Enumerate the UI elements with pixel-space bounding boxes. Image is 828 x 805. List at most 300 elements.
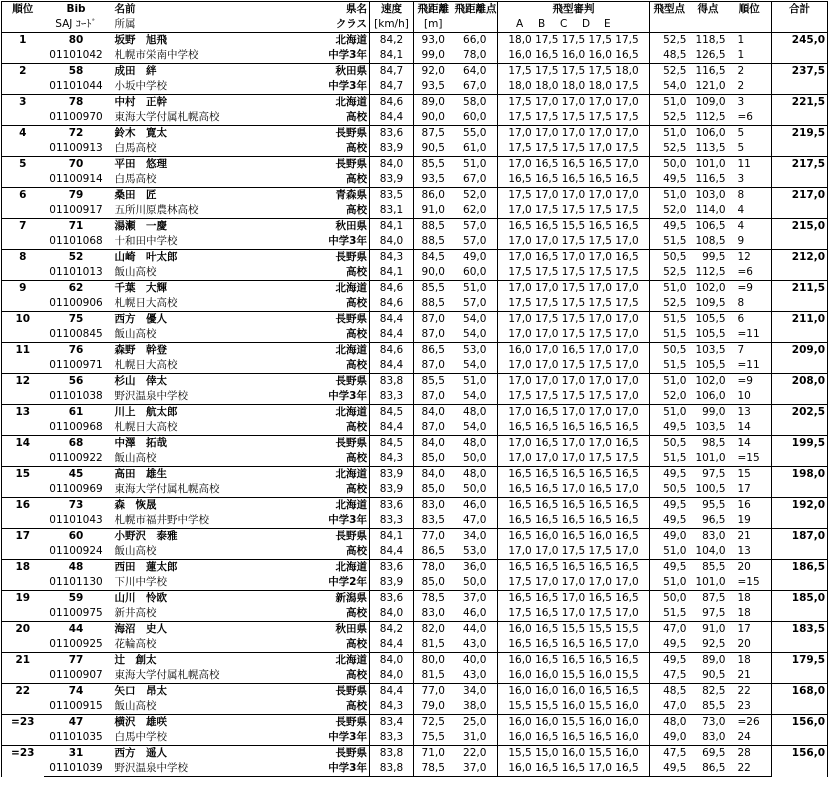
- table-row: [2, 730, 828, 746]
- athlete-name: [109, 529, 370, 545]
- judge-score: 17,0: [561, 483, 586, 495]
- round-rank: 1: [728, 48, 772, 64]
- table-row: [2, 746, 828, 762]
- judge-score: 17,5: [535, 390, 559, 402]
- style-points: 47,0: [650, 699, 689, 715]
- judge-score: 16,5: [508, 468, 532, 480]
- judge-score: 16,5: [535, 762, 559, 774]
- saj-code: 01100907: [44, 668, 109, 684]
- affiliation: 飯山高校: [114, 328, 157, 340]
- distance-points: 36,0: [453, 560, 498, 576]
- points: 112,5: [689, 110, 728, 126]
- distance-points: 57,0: [453, 296, 498, 312]
- speed: 84,3: [370, 451, 414, 467]
- rank: 11: [2, 343, 44, 374]
- table-row: [2, 591, 828, 607]
- saj-code: 01100917: [44, 203, 109, 219]
- rank: 5: [2, 157, 44, 188]
- table-row: [2, 358, 828, 374]
- table-row: [2, 544, 828, 560]
- style-points: 52,5: [650, 141, 689, 157]
- class: 高校: [346, 638, 367, 650]
- style-points: 49,5: [650, 637, 689, 653]
- bib: 79: [44, 188, 109, 204]
- prefecture: 北海道: [335, 654, 367, 666]
- athlete-affiliation: [109, 451, 370, 467]
- total: 183,5: [772, 622, 828, 653]
- judge-score: 17,0: [535, 545, 559, 557]
- class: 高校: [346, 173, 367, 185]
- class: 中学3年: [328, 80, 367, 92]
- rank: 9: [2, 281, 44, 312]
- judge-score: 16,5: [535, 731, 559, 743]
- bib: 58: [44, 64, 109, 80]
- athlete-affiliation: [109, 389, 370, 405]
- judge-score: 17,0: [615, 545, 639, 557]
- judge-score: 16,5: [508, 421, 532, 433]
- round-rank: 20: [728, 637, 772, 653]
- judge-scores: [498, 715, 650, 731]
- judge-score: 17,5: [561, 34, 586, 46]
- affiliation: 札幌日大高校: [114, 421, 178, 433]
- style-points: 51,0: [650, 405, 689, 421]
- judge-score: 17,5: [508, 189, 532, 201]
- judge-score: 16,5: [508, 173, 532, 185]
- rank: 19: [2, 591, 44, 622]
- style-points: 50,0: [650, 157, 689, 173]
- round-rank: 13: [728, 405, 772, 421]
- distance: 93,5: [414, 172, 453, 188]
- judge-score: 16,5: [508, 514, 532, 526]
- affiliation: 東海大学付属札幌高校: [114, 483, 220, 495]
- prefecture: 北海道: [335, 96, 367, 108]
- speed: 84,4: [370, 544, 414, 560]
- prefecture: 北海道: [335, 406, 367, 418]
- table-row: [2, 33, 828, 49]
- judge-score: 16,5: [588, 514, 612, 526]
- table-row: [2, 64, 828, 80]
- class: 高校: [346, 204, 367, 216]
- distance: 84,5: [414, 250, 453, 266]
- points: 101,0: [689, 451, 728, 467]
- distance: 90,5: [414, 141, 453, 157]
- judge-score: 16,0: [615, 700, 639, 712]
- distance: 84,0: [414, 436, 453, 452]
- table-row: [2, 312, 828, 328]
- judge-score: 17,0: [535, 328, 559, 340]
- name: 海沼 史人: [114, 623, 167, 635]
- distance-points: 64,0: [453, 64, 498, 80]
- judge-score: 17,0: [508, 359, 532, 371]
- round-rank: 4: [728, 219, 772, 235]
- style-points: 51,5: [650, 606, 689, 622]
- round-rank: 18: [728, 653, 772, 669]
- judge-scores: [498, 389, 650, 405]
- judge-score: 17,5: [535, 34, 559, 46]
- round-rank: 3: [728, 172, 772, 188]
- total: 245,0: [772, 33, 828, 64]
- affiliation: 野沢温泉中学校: [114, 762, 188, 774]
- judge-score: 17,5: [508, 65, 532, 77]
- table-row: [2, 172, 828, 188]
- judge-score: 16,5: [535, 158, 559, 170]
- table-row: [2, 715, 828, 731]
- judge-score: 17,0: [615, 96, 639, 108]
- round-rank: 13: [728, 544, 772, 560]
- judge-score: 17,5: [615, 142, 639, 154]
- header-bib: Bib: [44, 2, 109, 18]
- judge-scores: [498, 374, 650, 390]
- distance: 82,0: [414, 622, 453, 638]
- judge-score: 16,5: [508, 592, 532, 604]
- table-row: [2, 498, 828, 514]
- judge-score: 17,0: [588, 406, 612, 418]
- judge-score: 16,5: [535, 251, 559, 263]
- saj-code: 01101130: [44, 575, 109, 591]
- rank: 13: [2, 405, 44, 436]
- judge-score: 17,0: [561, 592, 586, 604]
- judge-score: 17,5: [508, 297, 532, 309]
- table-row: [2, 668, 828, 684]
- judge-scores: [498, 405, 650, 421]
- judge-score: 18,0: [508, 80, 532, 92]
- prefecture: 北海道: [335, 34, 367, 46]
- header-style-points: 飛型点: [650, 2, 689, 18]
- judge-score: 16,0: [508, 49, 532, 61]
- saj-code: 01100924: [44, 544, 109, 560]
- class: 高校: [346, 142, 367, 154]
- judge-score: 17,0: [615, 313, 639, 325]
- judge-scores: [498, 699, 650, 715]
- speed: 84,4: [370, 420, 414, 436]
- table-row: [2, 467, 828, 483]
- total: 211,5: [772, 281, 828, 312]
- bib: 74: [44, 684, 109, 700]
- points: 109,0: [689, 95, 728, 111]
- round-rank: 24: [728, 730, 772, 746]
- table-row: [2, 653, 828, 669]
- distance-points: 34,0: [453, 684, 498, 700]
- style-points: 54,0: [650, 79, 689, 95]
- header-style: 飛型審判: [498, 2, 650, 18]
- athlete-name: [109, 219, 370, 235]
- distance: 84,0: [414, 405, 453, 421]
- total: 215,0: [772, 219, 828, 250]
- round-rank: 19: [728, 513, 772, 529]
- judge-score: 17,5: [561, 204, 586, 216]
- rank: 20: [2, 622, 44, 653]
- table-row: [2, 529, 828, 545]
- distance: 79,0: [414, 699, 453, 715]
- round-rank: 21: [728, 668, 772, 684]
- round-rank: 20: [728, 560, 772, 576]
- distance-points: 37,0: [453, 761, 498, 777]
- judge-score: 16,5: [615, 173, 639, 185]
- judge-scores: [498, 544, 650, 560]
- athlete-affiliation: [109, 482, 370, 498]
- points: 103,5: [689, 343, 728, 359]
- style-points: 51,0: [650, 95, 689, 111]
- athlete-name: [109, 188, 370, 204]
- distance-points: 52,0: [453, 188, 498, 204]
- athlete-affiliation: [109, 48, 370, 64]
- affiliation: 五所川原農林高校: [114, 204, 199, 216]
- class: 高校: [346, 297, 367, 309]
- style-points: 49,5: [650, 653, 689, 669]
- points: 105,5: [689, 327, 728, 343]
- name: 坂野 旭飛: [114, 34, 167, 46]
- saj-code: 01101035: [44, 730, 109, 746]
- judge-score: 17,5: [561, 282, 586, 294]
- affiliation: 飯山高校: [114, 452, 157, 464]
- judge-score: 17,5: [588, 545, 612, 557]
- judge-score: 16,0: [508, 669, 532, 681]
- distance: 87,0: [414, 327, 453, 343]
- header-speed-unit: [km/h]: [370, 17, 414, 33]
- judge-score: 17,5: [561, 359, 586, 371]
- judge-score: 16,5: [615, 654, 639, 666]
- affiliation: 花輪高校: [114, 638, 157, 650]
- athlete-affiliation: [109, 606, 370, 622]
- speed: 84,6: [370, 95, 414, 111]
- affiliation: 新井高校: [114, 607, 157, 619]
- style-points: 50,5: [650, 343, 689, 359]
- judge-score: 16,0: [535, 716, 559, 728]
- judge-score: 15,5: [561, 623, 586, 635]
- judge-score: 16,5: [588, 638, 612, 650]
- speed: 83,6: [370, 591, 414, 607]
- affiliation: 小坂中学校: [114, 80, 167, 92]
- points: 87,5: [689, 591, 728, 607]
- total: 211,0: [772, 312, 828, 343]
- total: 221,5: [772, 95, 828, 126]
- speed: 84,0: [370, 234, 414, 250]
- distance-points: 51,0: [453, 374, 498, 390]
- athlete-affiliation: [109, 513, 370, 529]
- judge-score: 17,0: [588, 344, 612, 356]
- distance-points: 50,0: [453, 482, 498, 498]
- judge-score: 16,5: [615, 499, 639, 511]
- round-rank: =15: [728, 575, 772, 591]
- judge-score: 17,5: [508, 96, 532, 108]
- distance: 87,5: [414, 126, 453, 142]
- table-row: [2, 513, 828, 529]
- distance: 81,5: [414, 637, 453, 653]
- name: 矢口 昂太: [114, 685, 167, 697]
- class: 高校: [346, 359, 367, 371]
- speed: 84,7: [370, 79, 414, 95]
- name: 中澤 拓哉: [114, 437, 167, 449]
- saj-code: 01101043: [44, 513, 109, 529]
- style-points: 49,5: [650, 498, 689, 514]
- style-points: 49,5: [650, 513, 689, 529]
- table-row: [2, 281, 828, 297]
- round-rank: 3: [728, 95, 772, 111]
- style-points: 48,5: [650, 684, 689, 700]
- round-rank: 2: [728, 64, 772, 80]
- judge-score: 17,0: [615, 390, 639, 402]
- bib: 76: [44, 343, 109, 359]
- table-row: [2, 141, 828, 157]
- judge-score: 16,5: [508, 483, 532, 495]
- class: 高校: [346, 669, 367, 681]
- judge-scores: [498, 575, 650, 591]
- points: 103,0: [689, 188, 728, 204]
- saj-code: 01101042: [44, 48, 109, 64]
- judge-scores: [498, 746, 650, 762]
- affiliation: 飯山高校: [114, 700, 157, 712]
- name: 湯瀬 一慶: [114, 220, 167, 232]
- judge-score: 16,5: [561, 654, 586, 666]
- speed: 84,0: [370, 157, 414, 173]
- style-points: 49,5: [650, 172, 689, 188]
- distance-points: 51,0: [453, 281, 498, 297]
- prefecture: 長野県: [335, 747, 367, 759]
- judge-score: 17,0: [615, 189, 639, 201]
- judge-score: 17,5: [588, 328, 612, 340]
- total: 192,0: [772, 498, 828, 529]
- name: 西方 遥人: [114, 747, 167, 759]
- round-rank: 10: [728, 389, 772, 405]
- points: 99,0: [689, 405, 728, 421]
- style-points: 49,5: [650, 219, 689, 235]
- judge-scores: [498, 126, 650, 142]
- judge-score: 17,5: [535, 313, 559, 325]
- bib: 70: [44, 157, 109, 173]
- judge-score: 16,5: [561, 158, 586, 170]
- athlete-name: [109, 746, 370, 762]
- round-rank: =9: [728, 281, 772, 297]
- judge-score: 16,5: [535, 638, 559, 650]
- athlete-name: [109, 653, 370, 669]
- points: 118,5: [689, 33, 728, 49]
- judge-scores: [498, 312, 650, 328]
- saj-code: 01100922: [44, 451, 109, 467]
- header-points: 得点: [689, 2, 728, 18]
- round-rank: 17: [728, 622, 772, 638]
- distance-points: 67,0: [453, 79, 498, 95]
- judge-score: 16,5: [535, 483, 559, 495]
- table-row: [2, 389, 828, 405]
- affiliation: 札幌市福井野中学校: [114, 514, 209, 526]
- points: 109,5: [689, 296, 728, 312]
- name: 川上 航太郎: [114, 406, 178, 418]
- distance-points: 49,0: [453, 250, 498, 266]
- points: 121,0: [689, 79, 728, 95]
- judge-score: 17,5: [588, 452, 612, 464]
- class: 中学3年: [328, 731, 367, 743]
- judge-score: 16,0: [508, 716, 532, 728]
- prefecture: 北海道: [335, 499, 367, 511]
- speed: 84,1: [370, 529, 414, 545]
- judge-score: 17,0: [588, 762, 612, 774]
- prefecture: 青森県: [335, 189, 367, 201]
- judge-score: 17,0: [508, 282, 532, 294]
- judge-score: 16,5: [561, 530, 586, 542]
- judge-scores: [498, 203, 650, 219]
- judge-scores: [498, 560, 650, 576]
- judge-score: 17,0: [561, 189, 586, 201]
- affiliation: 札幌市栄南中学校: [114, 49, 199, 61]
- judge-score: 17,0: [508, 251, 532, 263]
- bib: 73: [44, 498, 109, 514]
- athlete-affiliation: [109, 234, 370, 250]
- round-rank: 17: [728, 482, 772, 498]
- style-points: 49,5: [650, 467, 689, 483]
- prefecture: 秋田県: [335, 220, 367, 232]
- speed: 83,1: [370, 203, 414, 219]
- style-points: 49,0: [650, 529, 689, 545]
- judge-score: 16,5: [588, 421, 612, 433]
- class: 高校: [346, 700, 367, 712]
- speed: 83,8: [370, 374, 414, 390]
- points: 105,5: [689, 312, 728, 328]
- style-points: 48,0: [650, 715, 689, 731]
- judge-score: 17,0: [615, 158, 639, 170]
- judge-score: 18,0: [615, 65, 639, 77]
- class: 中学3年: [328, 49, 367, 61]
- judge-score: 17,0: [588, 142, 612, 154]
- judge-scores: [498, 668, 650, 684]
- table-row: [2, 560, 828, 576]
- judge-score: 17,5: [561, 65, 586, 77]
- prefecture: 北海道: [335, 561, 367, 573]
- judge-score: 16,0: [615, 747, 639, 759]
- affiliation: 白馬高校: [114, 142, 157, 154]
- distance-points: 25,0: [453, 715, 498, 731]
- name: 鈴木 寛太: [114, 127, 167, 139]
- judge-score: 16,0: [508, 344, 532, 356]
- distance: 85,0: [414, 575, 453, 591]
- judge-score: 16,5: [561, 468, 586, 480]
- class: 高校: [346, 328, 367, 340]
- athlete-affiliation: [109, 110, 370, 126]
- judge-score: 17,0: [508, 328, 532, 340]
- class: 中学3年: [328, 762, 367, 774]
- total: 199,5: [772, 436, 828, 467]
- judge-score: 17,5: [588, 65, 612, 77]
- distance-points: 67,0: [453, 172, 498, 188]
- judge-score: 17,0: [561, 251, 586, 263]
- distance: 87,0: [414, 420, 453, 436]
- prefecture: 長野県: [335, 158, 367, 170]
- judge-score: 16,5: [588, 173, 612, 185]
- rank: =23: [2, 715, 44, 746]
- round-rank: =11: [728, 327, 772, 343]
- judge-scores: [498, 95, 650, 111]
- prefecture: 長野県: [335, 313, 367, 325]
- name: 成田 絆: [114, 65, 157, 77]
- distance: 85,5: [414, 157, 453, 173]
- total: 186,5: [772, 560, 828, 591]
- points: 100,5: [689, 482, 728, 498]
- affiliation: 東海大学付属札幌高校: [114, 111, 220, 123]
- prefecture: 長野県: [335, 716, 367, 728]
- judge-score: 15,0: [535, 747, 559, 759]
- affiliation: 東海大学付属札幌高校: [114, 669, 220, 681]
- table-row: [2, 606, 828, 622]
- speed: 83,3: [370, 389, 414, 405]
- affiliation: 十和田中学校: [114, 235, 178, 247]
- athlete-affiliation: [109, 358, 370, 374]
- bib: 47: [44, 715, 109, 731]
- judge-score: 16,5: [535, 623, 559, 635]
- points: 106,5: [689, 219, 728, 235]
- points: 86,5: [689, 761, 728, 777]
- speed: 84,6: [370, 281, 414, 297]
- athlete-name: [109, 33, 370, 49]
- round-rank: 5: [728, 126, 772, 142]
